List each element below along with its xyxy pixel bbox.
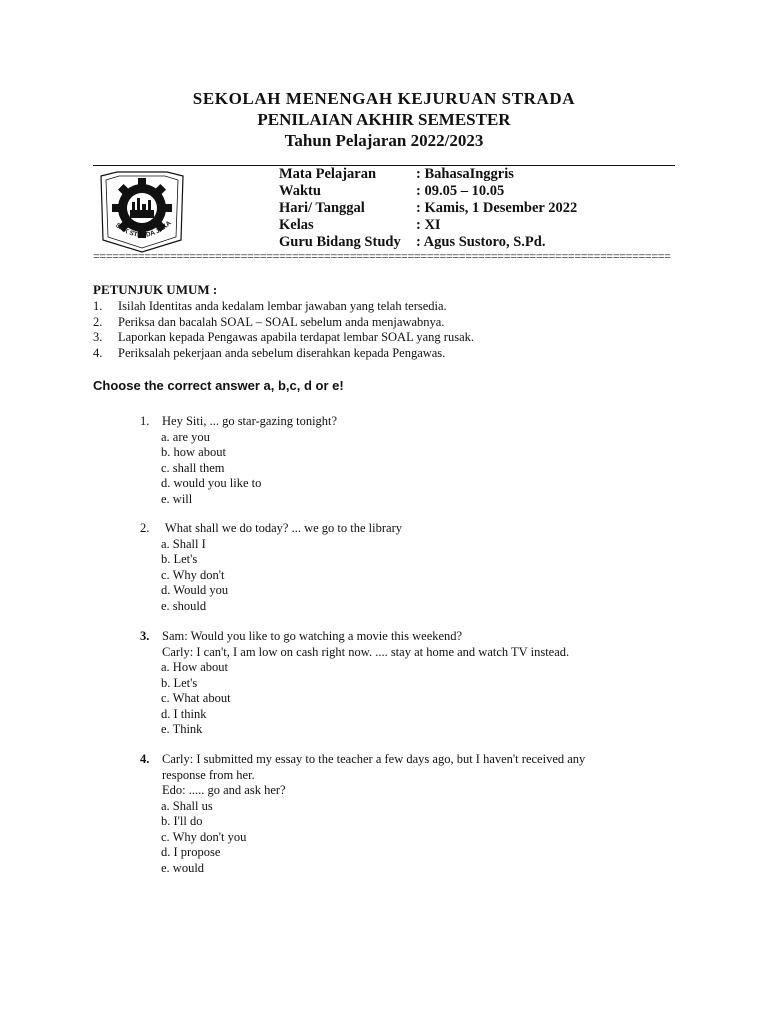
question-1 bbox=[140, 414, 338, 507]
school-logo bbox=[97, 170, 187, 254]
petunjuk-title: PETUNJUK UMUM : bbox=[93, 282, 218, 297]
question-text: Sam: Would you like to go watching a movie this weekend? bbox=[162, 629, 463, 643]
answer-option: c. shall them bbox=[161, 460, 225, 475]
info-value: : Agus Sustoro, S.Pd. bbox=[416, 234, 546, 250]
question-text: Carly: I can't, I am low on cash right now. .... stay at home and watch TV instead. bbox=[162, 644, 570, 659]
question-number: 4. bbox=[140, 752, 150, 766]
question-text: Carly: I submitted my essay to the teacher a few days ago, but I haven't received any bbox=[162, 752, 586, 766]
info-value: : 09.05 – 10.05 bbox=[416, 183, 505, 199]
question-number: 1. bbox=[140, 414, 150, 428]
item-text: Laporkan kepada Pengawas apabila terdapat lembar SOAL yang rusak. bbox=[118, 330, 474, 344]
answer-option: a. are you bbox=[161, 429, 210, 444]
question-2 bbox=[140, 521, 402, 614]
answer-option: d. Would you bbox=[161, 583, 229, 597]
school-name: SEKOLAH MENENGAH KEJURUAN STRADA bbox=[192, 89, 576, 108]
logo-text: SMK STRADA JAKA bbox=[114, 219, 173, 240]
answer-option: e. Think bbox=[161, 722, 203, 736]
answer-option: b. how about bbox=[161, 445, 226, 459]
info-label: Kelas bbox=[279, 217, 314, 233]
item-number: 4. bbox=[93, 345, 103, 360]
answer-option: a. Shall I bbox=[161, 536, 206, 551]
question-text: Edo: ..... go and ask her? bbox=[162, 783, 286, 797]
answer-option: e. should bbox=[161, 598, 207, 613]
answer-option: a. Shall us bbox=[161, 798, 213, 813]
question-3 bbox=[140, 629, 570, 738]
info-value: : Kamis, 1 Desember 2022 bbox=[416, 200, 578, 216]
question-text: response from her. bbox=[162, 767, 255, 782]
answer-option: b. Let's bbox=[161, 552, 198, 566]
answer-option: e. would bbox=[161, 860, 205, 875]
question-text: Hey Siti, ... go star-gazing tonight? bbox=[162, 414, 338, 428]
answer-option: d. I think bbox=[161, 706, 207, 721]
item-number: 3. bbox=[93, 330, 103, 344]
answer-option: c. Why don't bbox=[161, 567, 225, 582]
info-value: : BahasaInggris bbox=[416, 166, 514, 182]
header-divider bbox=[93, 165, 675, 166]
instruction: Choose the correct answer a, b,c, d or e! bbox=[93, 378, 344, 393]
item-text: Periksalah pekerjaan anda sebelum diserahkan kepada Pengawas. bbox=[118, 345, 446, 360]
info-label: Hari/ Tanggal bbox=[279, 200, 365, 216]
equals-separator: ========================================================================================== bbox=[93, 250, 671, 262]
answer-option: b. I'll do bbox=[161, 814, 203, 828]
answer-option: c. Why don't you bbox=[161, 829, 247, 844]
item-number: 2. bbox=[93, 314, 103, 329]
answer-option: e. will bbox=[161, 491, 193, 506]
answer-option: c. What about bbox=[161, 691, 231, 705]
answer-option: a. How about bbox=[161, 660, 228, 674]
gear-factory-logo-icon bbox=[97, 170, 187, 254]
info-label: Waktu bbox=[279, 183, 321, 199]
answer-option: b. Let's bbox=[161, 675, 198, 690]
academic-year: Tahun Pelajaran 2022/2023 bbox=[284, 131, 484, 150]
answer-option: d. would you like to bbox=[161, 476, 262, 490]
info-label: Mata Pelajaran bbox=[279, 166, 377, 182]
item-text: Periksa dan bacalah SOAL – SOAL sebelum anda menjawabnya. bbox=[118, 314, 445, 329]
exam-title: PENILAIAN AKHIR SEMESTER bbox=[257, 110, 511, 129]
question-number: 2. bbox=[140, 521, 150, 535]
item-text: Isilah Identitas anda kedalam lembar jawaban yang telah tersedia. bbox=[118, 299, 447, 313]
question-4 bbox=[140, 752, 586, 876]
info-value: : XI bbox=[416, 217, 441, 233]
question-number: 3. bbox=[140, 629, 150, 643]
info-label: Guru Bidang Study bbox=[279, 234, 401, 250]
answer-option: d. I propose bbox=[161, 845, 221, 859]
question-text: What shall we do today? ... we go to the library bbox=[162, 521, 402, 535]
item-number: 1. bbox=[93, 299, 103, 313]
